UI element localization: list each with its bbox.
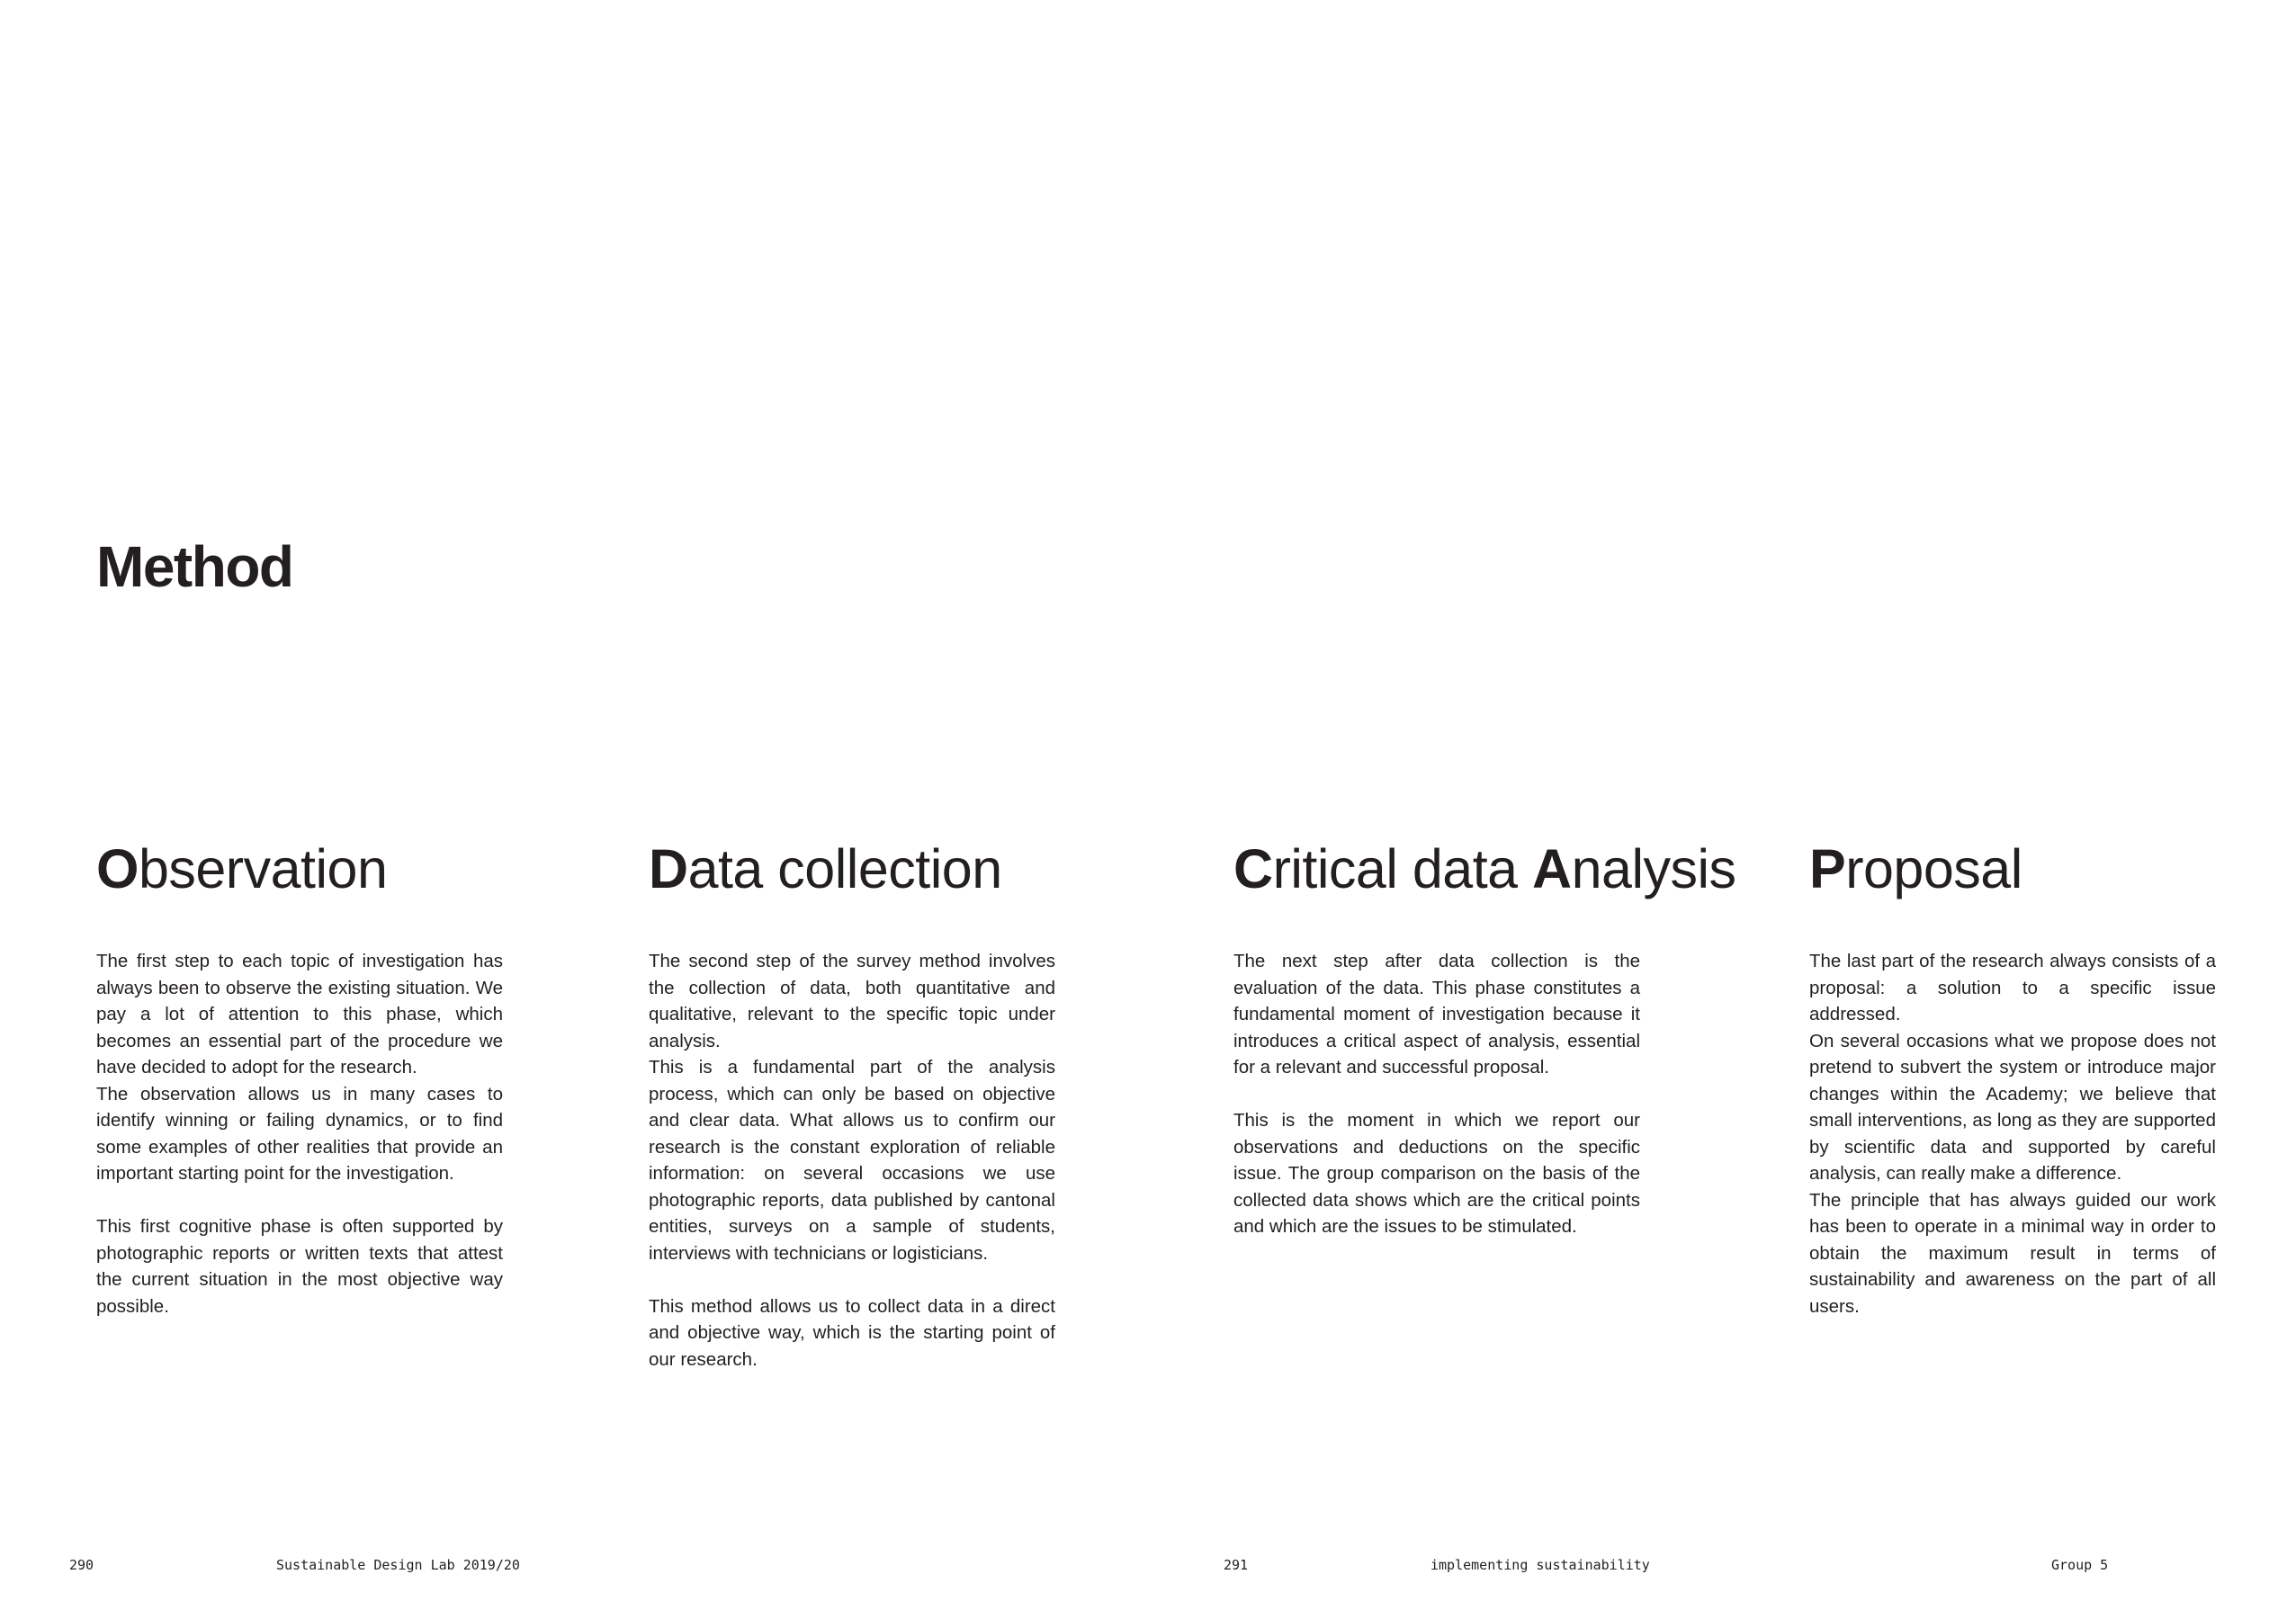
paragraph: The next step after data collection is the evaluation of the data. This phase constitutes a fundamental moment of investigation because it introduces a critical aspect of analysis, essential for a relevant and successful proposal. xyxy=(1233,951,1640,1078)
heading-rest: bservation xyxy=(138,838,388,899)
page-title: Method xyxy=(96,534,293,599)
proposal-heading xyxy=(1809,831,2216,907)
data-collection-heading xyxy=(649,831,1055,907)
group-label: Group 5 xyxy=(2051,1557,2109,1573)
paragraph: The second step of the survey method involves the collection of data, both quantitative and qualitative, relevant to the specific topic under analysis. xyxy=(649,951,1055,1051)
heading-initial-2: A xyxy=(1532,838,1572,899)
data-collection-column xyxy=(649,831,1055,1373)
heading-rest: roposal xyxy=(1845,838,2022,899)
critical-data-analysis-heading xyxy=(1233,831,1736,907)
paragraph: This is a fundamental part of the analysis process, which can only be based on objective and clear data. What allows us to confirm our research is the constant exploration of reliable information: on several occasions we use photographic reports, data published by cantonal entities, surveys on a sample of students, interviews with technicians or logisticians. xyxy=(649,1057,1055,1264)
proposal-column xyxy=(1809,831,2216,1319)
right-running-footer: implementing sustainability xyxy=(1431,1557,1650,1573)
paragraph: This method allows us to collect data in a direct and objective way, which is the starting point of our research. xyxy=(649,1295,1055,1370)
paragraph: The first step to each topic of investigation has always been to observe the existing situation. We pay a lot of attention to this phase, which becomes an essential part of the procedure we have decided to adopt for the research. xyxy=(96,951,503,1078)
observation-body xyxy=(96,948,503,1319)
heading-initial: O xyxy=(96,838,139,899)
observation-column xyxy=(96,831,503,1319)
heading-rest: ata collection xyxy=(687,838,1002,899)
paragraph: The observation allows us in many cases to identify winning or failing dynamics, or to find some examples of other realities that provide an important starting point for the investigation. xyxy=(96,1083,503,1184)
observation-heading xyxy=(96,831,503,907)
heading-initial: P xyxy=(1809,838,1846,899)
heading-initial: D xyxy=(649,838,688,899)
left-running-footer: Sustainable Design Lab 2019/20 xyxy=(276,1557,520,1573)
paragraph: The last part of the research always consists of a proposal: a solution to a specific issue addressed. xyxy=(1809,951,2216,1024)
paragraph: This is the moment in which we report our observations and deductions on the specific issue. The group comparison on the basis of the collected data shows which are the critical points and which are the issues to be stimulated. xyxy=(1233,1110,1640,1237)
left-page-number: 290 xyxy=(69,1557,94,1573)
critical-data-analysis-column xyxy=(1233,831,1736,1240)
paragraph: This first cognitive phase is often supported by photographic reports or written texts that attest the current situation in the most objective way possible. xyxy=(96,1216,503,1317)
proposal-body xyxy=(1809,948,2216,1319)
paragraph: On several occasions what we propose does not pretend to subvert the system or introduce major changes within the Academy; we believe that small interventions, as long as they are supported by scientific data and supported by careful analysis, can really make a difference. xyxy=(1809,1030,2216,1184)
heading-mid: ritical data xyxy=(1272,838,1533,899)
right-page-number: 291 xyxy=(1224,1557,1249,1573)
paragraph: The principle that has always guided our work has been to operate in a minimal way in order to obtain the maximum result in terms of sustainability and awareness on the part of all users. xyxy=(1809,1189,2216,1317)
heading-initial: C xyxy=(1233,838,1273,899)
data-collection-body xyxy=(649,948,1055,1373)
critical-data-analysis-body xyxy=(1233,948,1640,1240)
heading-rest: nalysis xyxy=(1571,838,1736,899)
